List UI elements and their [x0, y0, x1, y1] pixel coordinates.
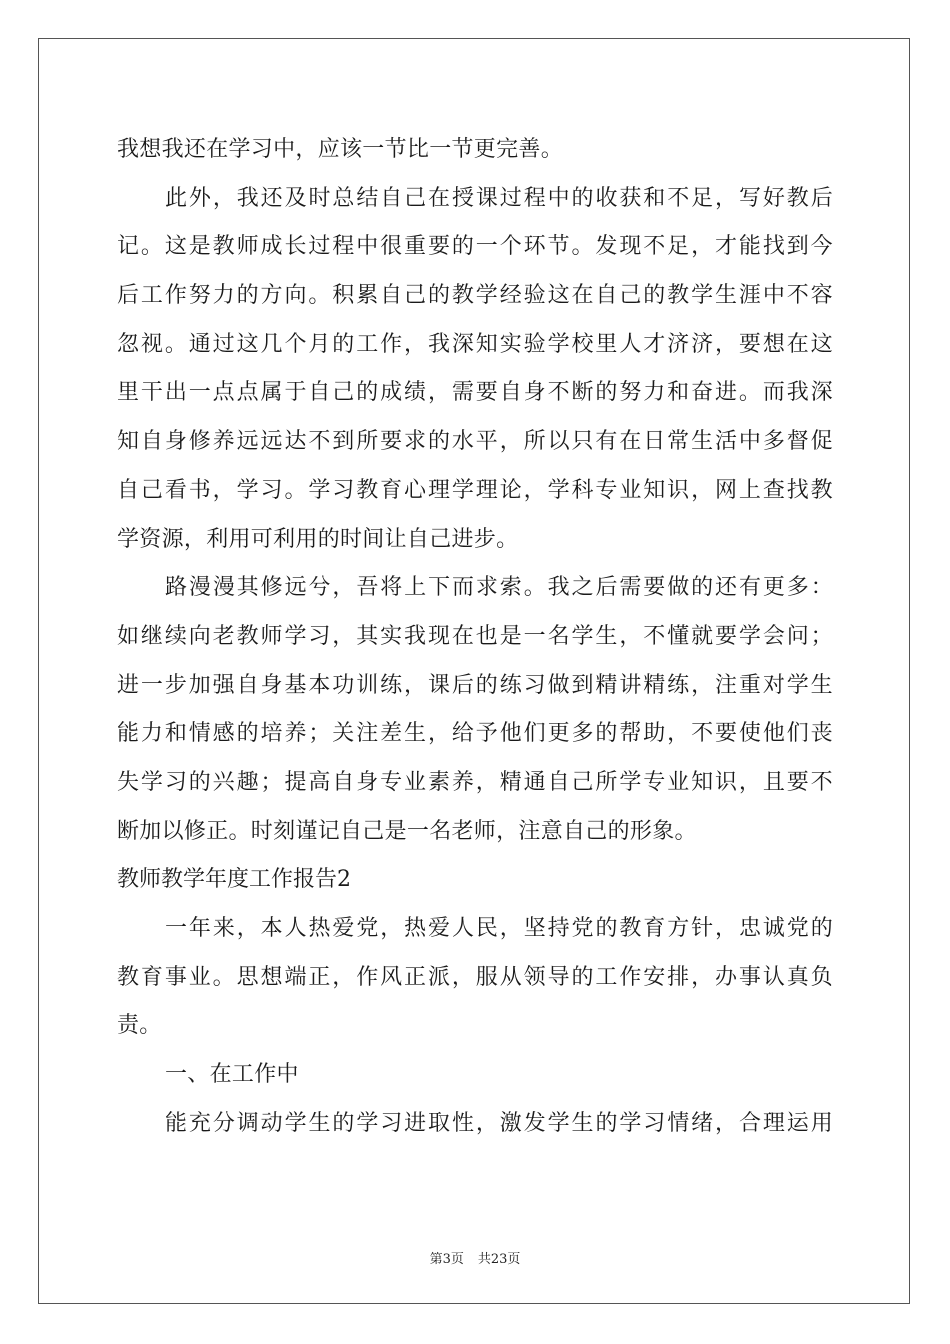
document-body: [117, 126, 833, 1148]
page-total: 共23页: [477, 1252, 521, 1267]
text-line: 后工作努力的方向。积累自己的教学经验这在自己的教学生涯中不容: [117, 283, 833, 309]
text-line: 断加以修正。时刻谨记自己是一名老师，注意自己的形象。: [117, 818, 697, 844]
text-line: 教育事业。思想端正，作风正派，服从领导的工作安排，办事认真负: [117, 964, 833, 990]
paragraph-first-line: 能充分调动学生的学习进取性，激发学生的学习情绪，合理运用: [165, 1110, 833, 1136]
text-line: 我想我还在学习中，应该一节比一节更完善。: [117, 137, 564, 162]
paragraph-first-line: 一年来，本人热爱党，热爱人民，坚持党的教育方针，忠诚党的: [165, 916, 833, 941]
paragraph-first-line: 此外，我还及时总结自己在授课过程中的收获和不足，写好教后: [165, 185, 833, 211]
subsection-heading: 一、在工作中: [165, 1062, 299, 1088]
text-line: 能力和情感的培养；关注差生，给予他们更多的帮助，不要使他们丧: [117, 721, 833, 747]
paragraph-first-line: 路漫漫其修远兮，吾将上下而求索。我之后需要做的还有更多：: [165, 575, 833, 601]
page-footer: [0, 1248, 950, 1267]
text-line: 里干出一点点属于自己的成绩，需要自身不断的努力和奋进。而我深: [117, 380, 833, 406]
text-line: 进一步加强自身基本功训练，课后的练习做到精讲精练，注重对学生: [117, 672, 833, 698]
text-line: 如继续向老教师学习，其实我现在也是一名学生，不懂就要学会问；: [117, 623, 833, 649]
text-line: 知自身修养远远达不到所要求的水平，所以只有在日常生活中多督促: [117, 429, 833, 455]
text-line: 自己看书，学习。学习教育心理学理论，学科专业知识，网上查找教: [117, 477, 833, 503]
text-line: 失学习的兴趣；提高自身专业素养，精通自己所学专业知识，且要不: [117, 769, 833, 795]
text-line: 忽视。通过这几个月的工作，我深知实验学校里人才济济，要想在这: [117, 331, 833, 357]
page-number: 第3页: [429, 1252, 464, 1267]
text-line: 学资源，利用可利用的时间让自己进步。: [117, 526, 519, 552]
section-heading: 教师教学年度工作报告2: [117, 867, 351, 893]
text-line: 责。: [117, 1013, 162, 1039]
text-line: 记。这是教师成长过程中很重要的一个环节。发现不足，才能找到今: [117, 234, 833, 260]
